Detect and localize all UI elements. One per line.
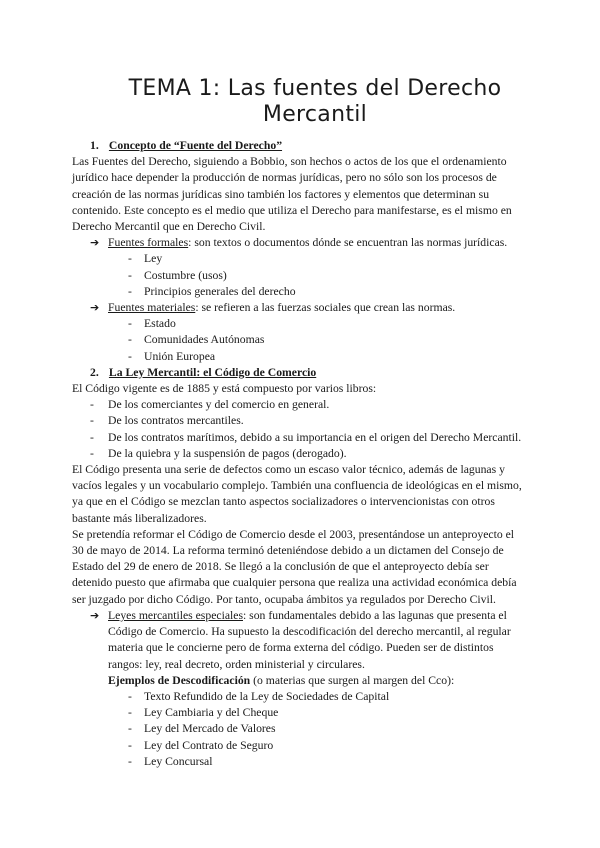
ejemplos-list [72,689,528,770]
arrow-right-icon: ➔ [90,301,100,315]
list-item: - Texto Refundido de la Ley de Sociedades de Capital [128,689,390,703]
code-books-list [72,397,528,462]
ejemplos-heading [72,673,528,689]
leyes-especiales-item [72,608,528,673]
section-1-heading [90,138,528,154]
section-1-paragraph: Las Fuentes del Derecho, siguiendo a Bobbio, son hechos o actos de los que el ordenamiento jurídico hace depender la producción de normas jurídicas, pero no sólo son los procesos de creación de las normas jurídicas sino también los factores y elementos que determinan su contenido. Este concepto es el medio que utiliza el Derecho para manifestarse, es el mismo en Derecho Mercantil que en Derecho Civil. [72,155,512,234]
fuentes-materiales-list [72,316,528,365]
section-2-paragraph-1: El Código presenta una serie de defectos como un escaso valor técnico, además de lagunas y vacíos legales y un vocabulario complejo. También una confluencia de ideológicas en el mismo, ya que en el Código se mezclan tanto aspectos socializadores o intervencionistas con otros bastante más liberalizadores. [72,463,522,525]
section-2-number: 2. [90,365,99,379]
list-item: - Costumbre (usos) [128,268,227,282]
list-item: - Principios generales del derecho [128,284,296,298]
list-item: - Ley Cambiaria y del Cheque [128,706,279,720]
ejemplos-text: (o materias que surgen al margen del Cco): [250,673,455,687]
section-1-number: 1. [90,139,99,152]
list-item: - Estado [128,317,176,331]
fuentes-materiales-label: Fuentes materiales [108,301,196,315]
list-item: - Unión Europea [128,349,216,363]
section-1-title: Concepto de “Fuente del Derecho” [108,139,283,152]
leyes-especiales-label: Leyes mercantiles especiales [108,608,243,622]
document-page [72,76,528,770]
list-item: - De los contratos mercantiles. [90,414,244,428]
list-item: - Ley Concursal [128,754,213,768]
list-item: - Comunidades Autónomas [128,333,265,347]
list-item: - Ley [128,252,163,266]
list-item: - Ley del Mercado de Valores [128,722,276,736]
arrow-right-icon: ➔ [90,236,100,250]
page-title: TEMA 1: Las fuentes del Derecho Mercantil [128,76,502,127]
section-2-intro: El Código vigente es de 1885 y está compuesto por varios libros: [72,382,377,396]
fuentes-formales-text: : son textos o documentos dónde se encuentran las normas jurídicas. [188,236,508,250]
fuentes-formales-list [72,251,528,300]
section-2-heading [90,365,528,381]
section-2-title: La Ley Mercantil: el Código de Comercio [108,365,317,379]
section-2-paragraph-2: Se pretendía reformar el Código de Comercio desde el 2003, presentándose un anteproyecto el 30 de mayo de 2014. La reforma terminó deteniéndose debido a un dictamen del Consejo de Estado del 29 de enero de 2018. Se llegó a la conclusión de que el anteproyecto debía ser detenido puesto que afirmaba que cualquier persona que realiza una actividad económica debía ser juzgado por dicho Código. Por tanto, ocupaba ámbitos ya regulados por Derecho Civil. [72,527,517,606]
list-item: - De los comerciantes y del comercio en general. [90,398,330,412]
fuentes-materiales-item [72,300,528,316]
ejemplos-label: Ejemplos de Descodificación [108,673,251,687]
leyes-especiales-text: : son fundamentales debido a las lagunas que presenta el Código de Comercio. Ha supuesto la descodificación del derecho mercantil, al regular materia que le concierne pero de forma externa del código. Pueden ser de distintos rangos: ley, real decreto, orden ministerial y circulares. [108,608,511,671]
fuentes-materiales-text: : se refieren a las fuerzas sociales que crean las normas. [195,301,456,315]
list-item: - Ley del Contrato de Seguro [128,738,274,752]
fuentes-formales-item [72,235,528,251]
arrow-right-icon: ➔ [90,608,100,622]
fuentes-formales-label: Fuentes formales [108,236,189,250]
list-item: - De los contratos marítimos, debido a su importancia en el origen del Derecho Mercantil. [90,430,522,444]
list-item: - De la quiebra y la suspensión de pagos (derogado). [90,446,347,460]
